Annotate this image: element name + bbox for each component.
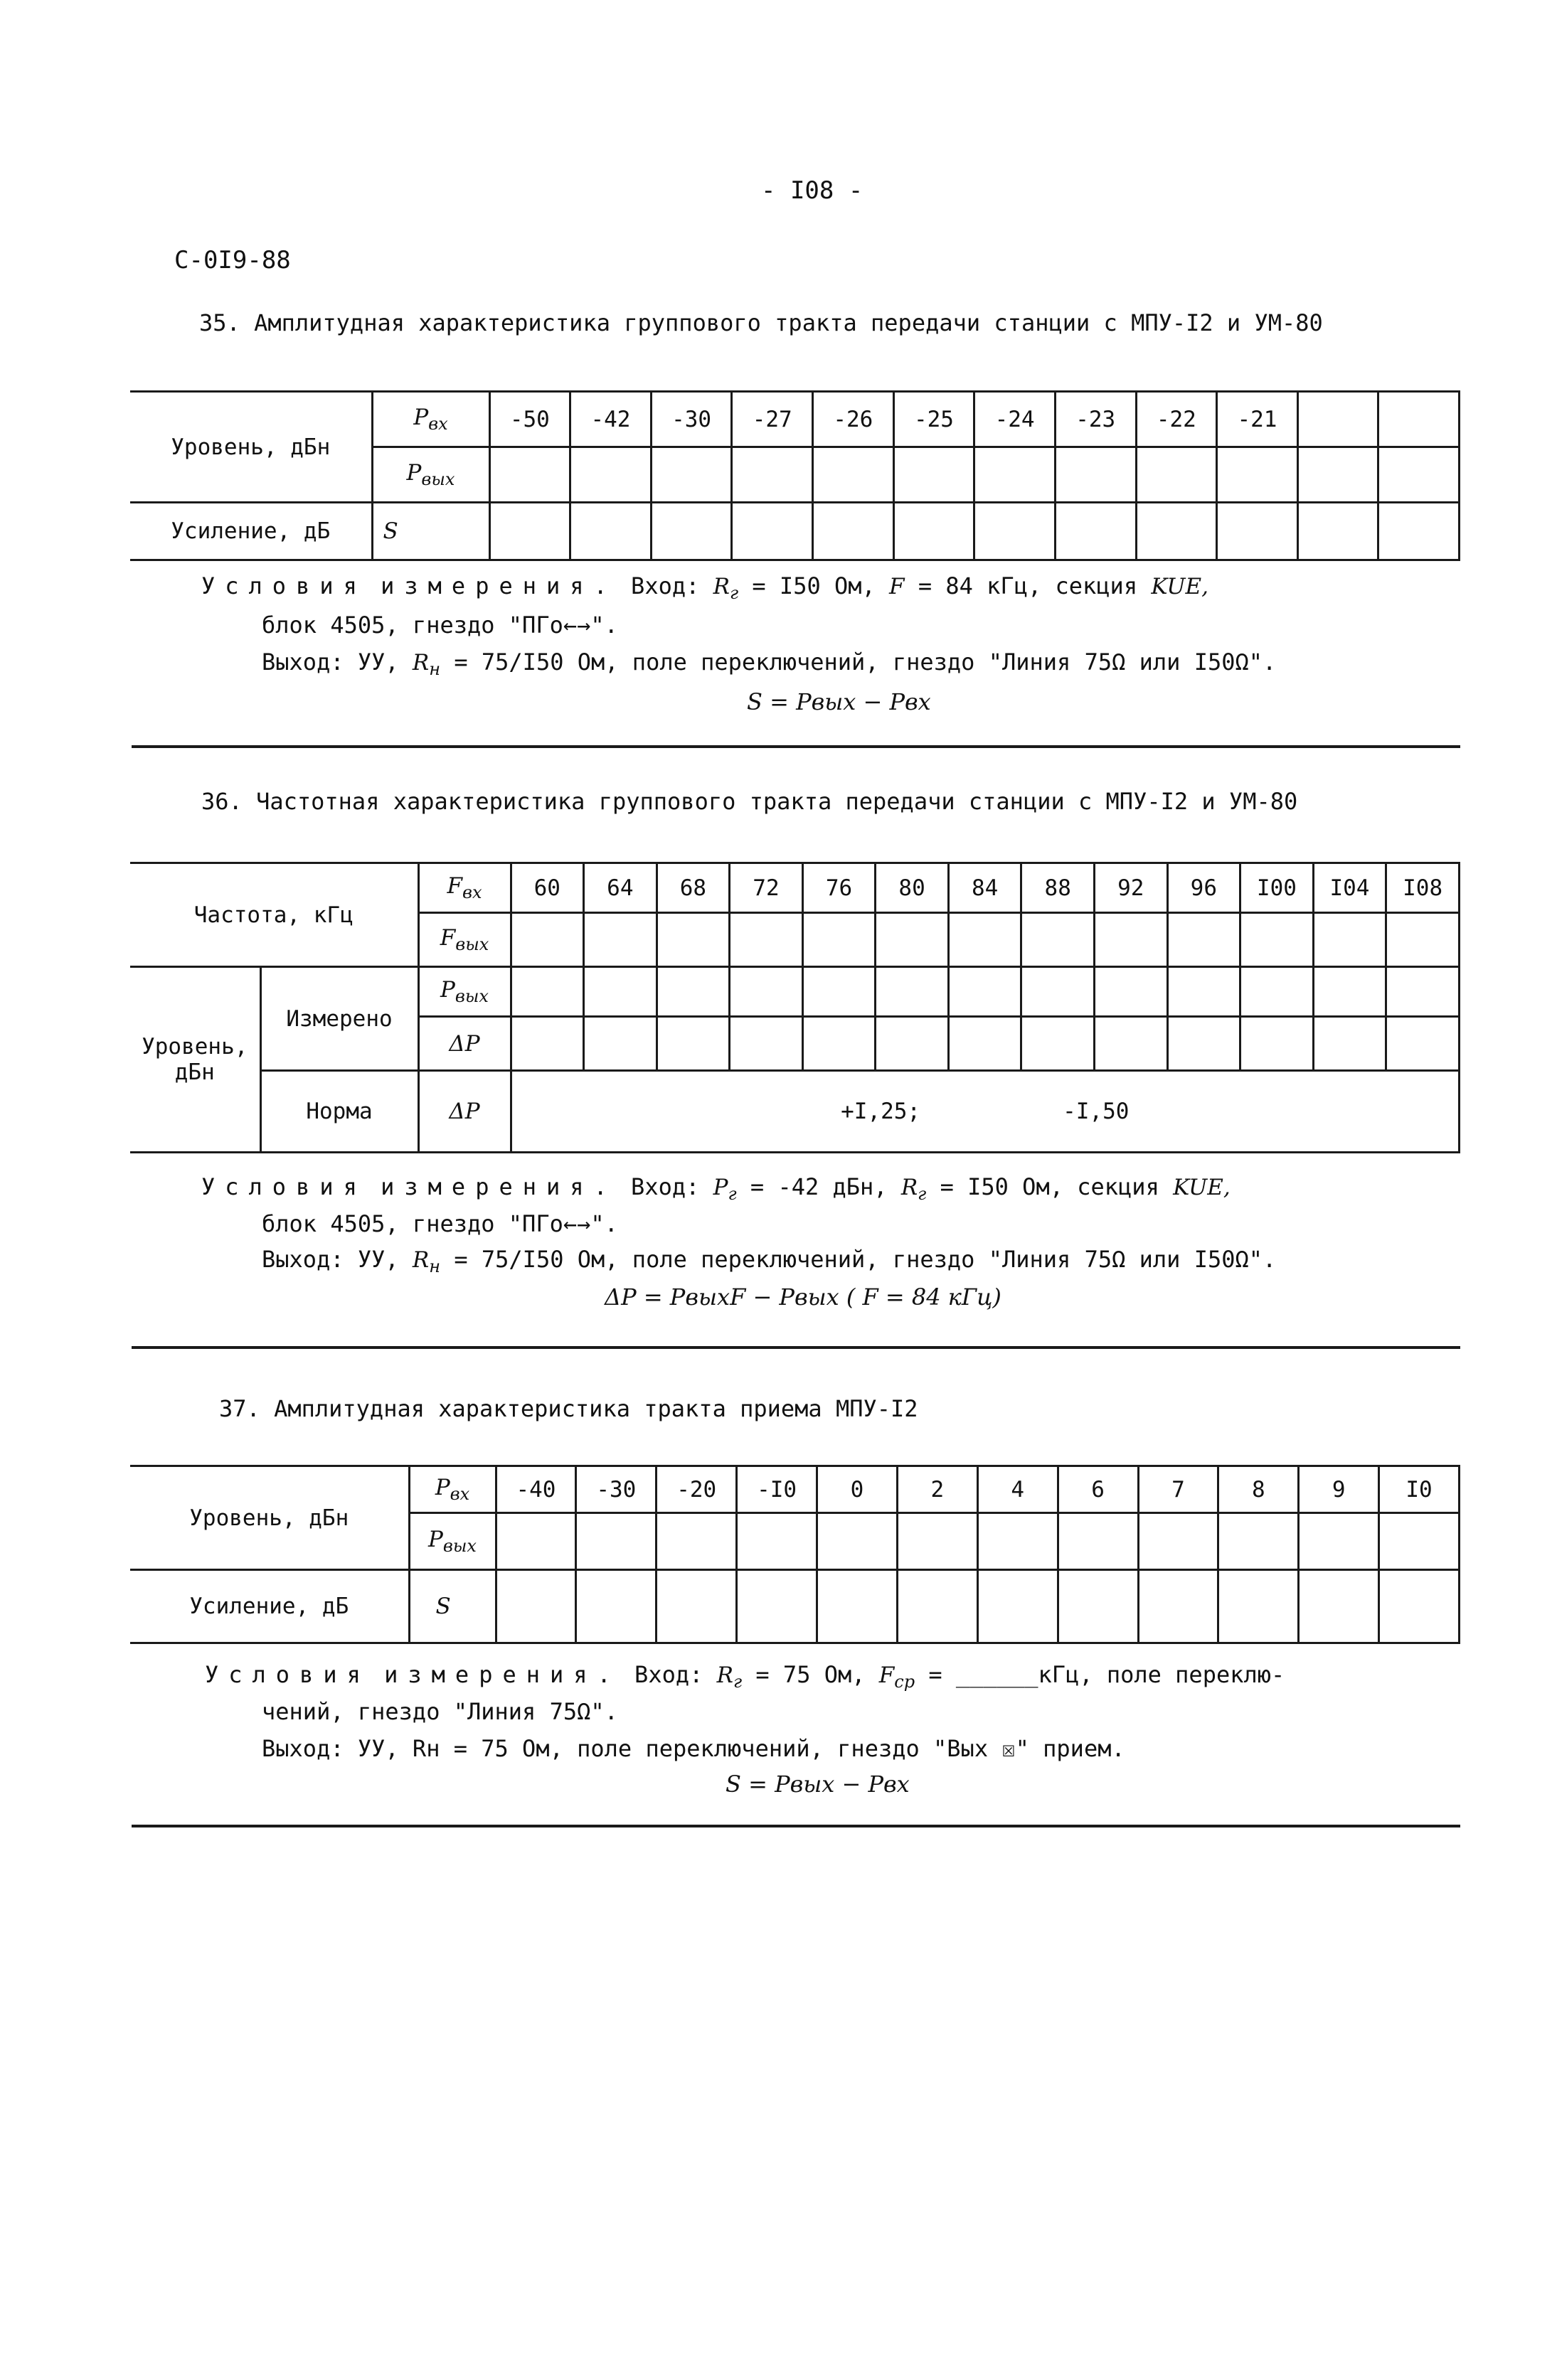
table-cell [977, 1570, 1058, 1643]
table-cell [1297, 447, 1378, 503]
table-cell [1386, 913, 1460, 967]
text-span: P [413, 405, 429, 430]
table-cell: -21 [1217, 392, 1298, 447]
text-span: Условия [201, 1173, 367, 1200]
table-cell: -30 [651, 392, 732, 447]
table-cell [418, 863, 511, 913]
text-span: н [429, 659, 441, 679]
text-span: вх [450, 1484, 470, 1504]
table-cell [1378, 503, 1460, 560]
table-cell [1058, 1513, 1138, 1570]
table-cell [489, 447, 570, 503]
table-cell [1240, 913, 1314, 967]
table-cell [1138, 1570, 1218, 1643]
table-cell [730, 913, 803, 967]
text-span: R [412, 1247, 430, 1273]
table-cell [802, 913, 876, 967]
text-span: R [412, 650, 430, 676]
table-cell [1299, 1570, 1379, 1643]
document-code: С-0I9-88 [174, 246, 291, 274]
text-span: P [428, 1527, 443, 1552]
table-cell: Уровень, дБн [130, 967, 260, 1153]
table-cell [657, 1513, 737, 1570]
table-cell: 80 [876, 863, 949, 913]
text-span: н [429, 1256, 441, 1276]
table-cell [948, 913, 1021, 967]
text-span: измерения. [384, 1661, 621, 1688]
text-span: KUE, [1151, 574, 1209, 599]
section-35-title: 35. Амплитудная характеристика группового тракта передачи станции с МПУ-I2 и УМ-80 [199, 309, 1323, 336]
level-label: Уровень, дБн [130, 392, 372, 503]
table-cell [657, 1017, 730, 1071]
s35-cond-3 [262, 649, 1276, 679]
table-cell [657, 913, 730, 967]
text-span: вх [428, 414, 448, 434]
table-cell [511, 967, 584, 1017]
text-span: R [900, 1175, 918, 1200]
section-36-title: 36. Частотная характеристика группового тракта передачи станции с МПУ-I2 и УМ-80 [201, 788, 1298, 815]
table-cell: 72 [730, 863, 803, 913]
text-span: вых [421, 469, 455, 489]
table-cell: -25 [893, 392, 974, 447]
table-cell: -I0 [737, 1466, 817, 1513]
table-cell [893, 503, 974, 560]
text-span: = 84 кГц, секция [918, 572, 1138, 599]
table-cell [1240, 967, 1314, 1017]
text-span: = I50 Ом, секция [940, 1173, 1159, 1200]
s36-cond-2: блок 4505, гнездо "ПГо←→". [262, 1210, 618, 1237]
s37-cond-1 [205, 1661, 1285, 1692]
text-span: Вход: [634, 1661, 703, 1688]
table-cell [1138, 1513, 1218, 1570]
text-span: = 75 Ом, [755, 1661, 866, 1688]
table-cell [1167, 913, 1240, 967]
section-37-title: 37. Амплитудная характеристика тракта приема МПУ-I2 [219, 1395, 918, 1422]
text-span: S [383, 518, 398, 544]
table-cell [570, 503, 652, 560]
table-cell [418, 1071, 511, 1153]
table-cell: 0 [817, 1466, 898, 1513]
table-cell [1217, 503, 1298, 560]
table-cell: 7 [1138, 1466, 1218, 1513]
text-span: Выход: УУ, [262, 1246, 399, 1273]
table-cell [496, 1570, 576, 1643]
table-cell [1378, 392, 1460, 447]
table-cell [1095, 913, 1168, 967]
table-cell: 60 [511, 863, 584, 913]
table-cell [948, 1017, 1021, 1071]
table-cell [1379, 1513, 1460, 1570]
table-cell: Норма [260, 1071, 418, 1153]
table-cell [732, 447, 813, 503]
s37-cond-2: чений, гнездо "Линия 75Ω". [262, 1698, 618, 1725]
table-cell: -50 [489, 392, 570, 447]
table-cell [876, 913, 949, 967]
text-span: г [728, 1184, 737, 1204]
table-cell [1379, 1570, 1460, 1643]
table-cell [1313, 1017, 1386, 1071]
table-cell [511, 913, 584, 967]
s37-formula: S = Pвых − Pвх [726, 1771, 910, 1798]
table-cell [372, 503, 489, 560]
table-cell [1136, 447, 1217, 503]
table-cell [576, 1513, 657, 1570]
text-span: ср [894, 1672, 915, 1692]
table-cell: -24 [974, 392, 1056, 447]
text-span: = ______кГц, поле переклю- [928, 1661, 1285, 1688]
table-cell [409, 1570, 496, 1643]
text-span: = 75/I50 Ом, поле переключений, гнездо "Линия 75Ω или I50Ω". [454, 649, 1277, 676]
table-cell [584, 967, 657, 1017]
text-span: = 75/I50 Ом, поле переключений, гнездо "Линия 75Ω или I50Ω". [454, 1246, 1277, 1273]
table-cell [897, 1570, 977, 1643]
table-cell [584, 913, 657, 967]
table-cell [1218, 1513, 1299, 1570]
table-cell [1136, 503, 1217, 560]
table-cell [1217, 447, 1298, 503]
table-cell: I0 [1379, 1466, 1460, 1513]
table-cell: -26 [813, 392, 894, 447]
table-cell [1021, 1017, 1095, 1071]
table-cell [737, 1570, 817, 1643]
table-cell [1297, 503, 1378, 560]
text-span: P [713, 1175, 728, 1200]
table-cell: 88 [1021, 863, 1095, 913]
divider [132, 1825, 1460, 1827]
table-cell [730, 967, 803, 1017]
table-cell: -20 [657, 1466, 737, 1513]
gain-label: Усиление, дБ [130, 503, 372, 560]
table-cell: 2 [897, 1466, 977, 1513]
table-cell: I08 [1386, 863, 1460, 913]
table-cell [817, 1513, 898, 1570]
text-span: Выход: УУ, [262, 649, 399, 676]
table-cell [1386, 967, 1460, 1017]
table-cell [802, 1017, 876, 1071]
text-span: R [713, 574, 730, 599]
s35-formula: S = Pвых − Pвх [747, 688, 931, 715]
table-cell [876, 967, 949, 1017]
table-cell [584, 1017, 657, 1071]
text-span: F [447, 873, 462, 899]
table-cell [737, 1513, 817, 1570]
table-cell: -30 [576, 1466, 657, 1513]
table-cell: Уровень, дБн [130, 1466, 409, 1570]
table-37 [130, 1465, 1460, 1644]
text-span: Вход: [631, 1173, 700, 1200]
table-cell [511, 1017, 584, 1071]
text-span: Условия [201, 572, 367, 599]
table-cell [489, 503, 570, 560]
text-span: -I,50 [1063, 1099, 1130, 1124]
text-span: +I,25; [841, 1099, 921, 1124]
table-cell [651, 503, 732, 560]
table-cell: 96 [1167, 863, 1240, 913]
text-span: F [878, 1663, 895, 1688]
table-cell: Частота, кГц [130, 863, 418, 967]
table-cell: 8 [1218, 1466, 1299, 1513]
table-cell [1167, 1017, 1240, 1071]
table-cell [418, 1017, 511, 1071]
table-cell [1021, 967, 1095, 1017]
table-cell [1386, 1017, 1460, 1071]
table-cell [1313, 913, 1386, 967]
text-span: г [918, 1184, 927, 1204]
text-span: г [733, 1672, 743, 1692]
text-span: Условия [205, 1661, 371, 1688]
divider [132, 745, 1460, 748]
table-cell [974, 447, 1056, 503]
text-span: измерения. [381, 1173, 617, 1200]
table-cell [1167, 967, 1240, 1017]
divider [132, 1346, 1460, 1349]
table-cell: 4 [977, 1466, 1058, 1513]
s36-formula: ΔP = PвыхF − Pвых ( F = 84 кГц) [605, 1284, 1001, 1311]
table-cell [657, 1570, 737, 1643]
table-cell [372, 447, 489, 503]
table-cell [1095, 967, 1168, 1017]
table-cell: 64 [584, 863, 657, 913]
table-cell [948, 967, 1021, 1017]
text-span: = I50 Ом, [752, 572, 876, 599]
table-cell [1055, 503, 1136, 560]
s36-cond-1 [201, 1173, 1231, 1204]
table-cell [1055, 447, 1136, 503]
s35-cond-1 [201, 572, 1208, 603]
text-span: P [440, 977, 455, 1003]
table-cell: -22 [1136, 392, 1217, 447]
table-cell [1240, 1017, 1314, 1071]
table-cell: 9 [1299, 1466, 1379, 1513]
table-cell [409, 1466, 496, 1513]
text-span: вых [442, 1536, 477, 1556]
table-cell [409, 1513, 496, 1570]
table-35 [130, 390, 1460, 561]
table-cell: -27 [732, 392, 813, 447]
page-number: - I08 - [761, 176, 863, 205]
text-span: вх [462, 882, 482, 902]
text-span: S [435, 1594, 451, 1619]
table-cell [813, 447, 894, 503]
table-cell [730, 1017, 803, 1071]
text-span: ΔP [449, 1030, 480, 1057]
text-span: г [729, 583, 739, 603]
table-cell [651, 447, 732, 503]
table-cell: -23 [1055, 392, 1136, 447]
table-cell: Измерено [260, 967, 418, 1071]
table-cell [576, 1570, 657, 1643]
table-cell [1378, 447, 1460, 503]
table-cell [657, 967, 730, 1017]
table-cell [496, 1513, 576, 1570]
table-cell [570, 447, 652, 503]
table-cell [977, 1513, 1058, 1570]
table-cell: 6 [1058, 1466, 1138, 1513]
text-span: = -42 дБн, [750, 1173, 888, 1200]
table-cell [1058, 1570, 1138, 1643]
text-span: вых [455, 986, 489, 1006]
table-cell [418, 967, 511, 1017]
table-cell: 68 [657, 863, 730, 913]
text-span: KUE, [1173, 1175, 1231, 1200]
table-cell: 92 [1095, 863, 1168, 913]
table-cell [1299, 1513, 1379, 1570]
table-cell: 76 [802, 863, 876, 913]
table-36 [130, 862, 1460, 1153]
text-span: F [440, 925, 456, 951]
text-span: F [889, 574, 905, 599]
table-cell [732, 503, 813, 560]
table-cell: -42 [570, 392, 652, 447]
s37-cond-3: Выход: УУ, Rн = 75 Ом, поле переключений, гнездо "Вых ☒" прием. [262, 1735, 1125, 1762]
s36-cond-3 [262, 1246, 1276, 1276]
s35-cond-2: блок 4505, гнездо "ПГо←→". [262, 612, 618, 639]
table-cell: -40 [496, 1466, 576, 1513]
table-cell [418, 913, 511, 967]
table-cell: I00 [1240, 863, 1314, 913]
table-cell [372, 392, 489, 447]
table-cell [897, 1513, 977, 1570]
table-cell [813, 503, 894, 560]
table-cell [1021, 913, 1095, 967]
text-span: P [406, 460, 422, 486]
table-cell [817, 1570, 898, 1643]
table-cell [802, 967, 876, 1017]
text-span: R [716, 1663, 733, 1688]
table-cell [1297, 392, 1378, 447]
text-span: вых [455, 934, 489, 954]
table-cell: I04 [1313, 863, 1386, 913]
text-span: P [435, 1475, 450, 1500]
table-cell: 84 [948, 863, 1021, 913]
text-span: измерения. [381, 572, 617, 599]
table-cell [1095, 1017, 1168, 1071]
table-cell: Усиление, дБ [130, 1570, 409, 1643]
table-cell [1313, 967, 1386, 1017]
table-cell [876, 1017, 949, 1071]
text-span: ΔP [449, 1099, 480, 1124]
table-cell [1218, 1570, 1299, 1643]
table-cell [974, 503, 1056, 560]
table-cell [893, 447, 974, 503]
text-span: Вход: [631, 572, 700, 599]
table-cell [511, 1071, 1460, 1153]
